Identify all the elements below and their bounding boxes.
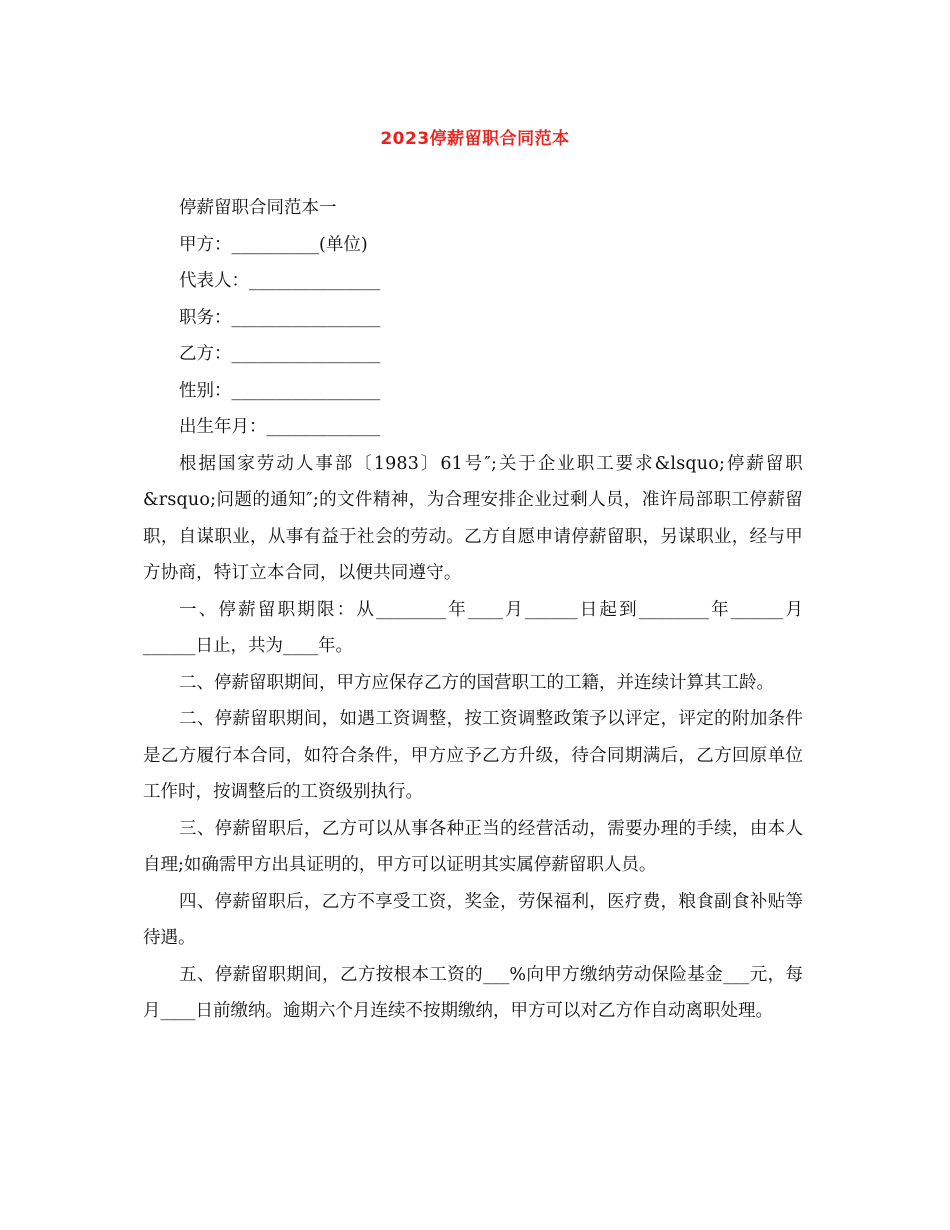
representative-line: 代表人：_______________: [179, 271, 381, 291]
clause-seniority: 二、停薪留职期间，甲方应保存乙方的国营职工的工籍，并连续计算其工龄。: [179, 672, 774, 693]
document-title: 2023停薪留职合同范本: [380, 129, 570, 149]
party-b-line: 乙方：_________________: [179, 344, 381, 364]
clause-insurance-fund: 五、停薪留职期间，乙方按根本工资的___%向甲方缴纳劳动保险基金___元，每月____日前缴纳。逾期六个月连续不按期缴纳，甲方可以对乙方作自动离职处理。: [143, 964, 803, 1021]
section-heading: 停薪留职合同范本一: [179, 198, 337, 218]
preamble-paragraph: 根据国家劳动人事部〔1983〕61号″;关于企业职工要求&lsquo;停薪留职&rsquo;问题的通知″;的文件精神，为合理安排企业过剩人员，准许局部职工停薪留职，自谋职业，从事有益于社会的劳动。乙方自愿申请停薪留职，另谋职业，经与甲方协商，特订立本合同，以便共同遵守。: [143, 453, 803, 583]
clause-business-activity: 三、停薪留职后，乙方可以从事各种正当的经营活动，需要办理的手续，由本人自理;如确需甲方出具证明的，甲方可以证明其实属停薪留职人员。: [143, 818, 803, 875]
party-a-line: 甲方：__________(单位): [179, 234, 368, 255]
gender-line: 性别：_________________: [179, 380, 381, 401]
document-body: [143, 190, 803, 1030]
position-line: 职务：_________________: [179, 307, 381, 328]
birth-date-line: 出生年月：_____________: [179, 417, 381, 437]
clause-term: 一、停薪留职期限：从________年____月______日起到________年______月______日止，共为____年。: [143, 599, 803, 656]
clause-salary-adjustment: 二、停薪留职期间，如遇工资调整，按工资调整政策予以评定，评定的附加条件是乙方履行本合同，如符合条件，甲方应予乙方升级，待合同期满后，乙方回原单位工作时，按调整后的工资级别执行。: [143, 709, 803, 802]
clause-benefits: 四、停薪留职后，乙方不享受工资，奖金，劳保福利，医疗费，粮食副食补贴等待遇。: [143, 891, 803, 948]
